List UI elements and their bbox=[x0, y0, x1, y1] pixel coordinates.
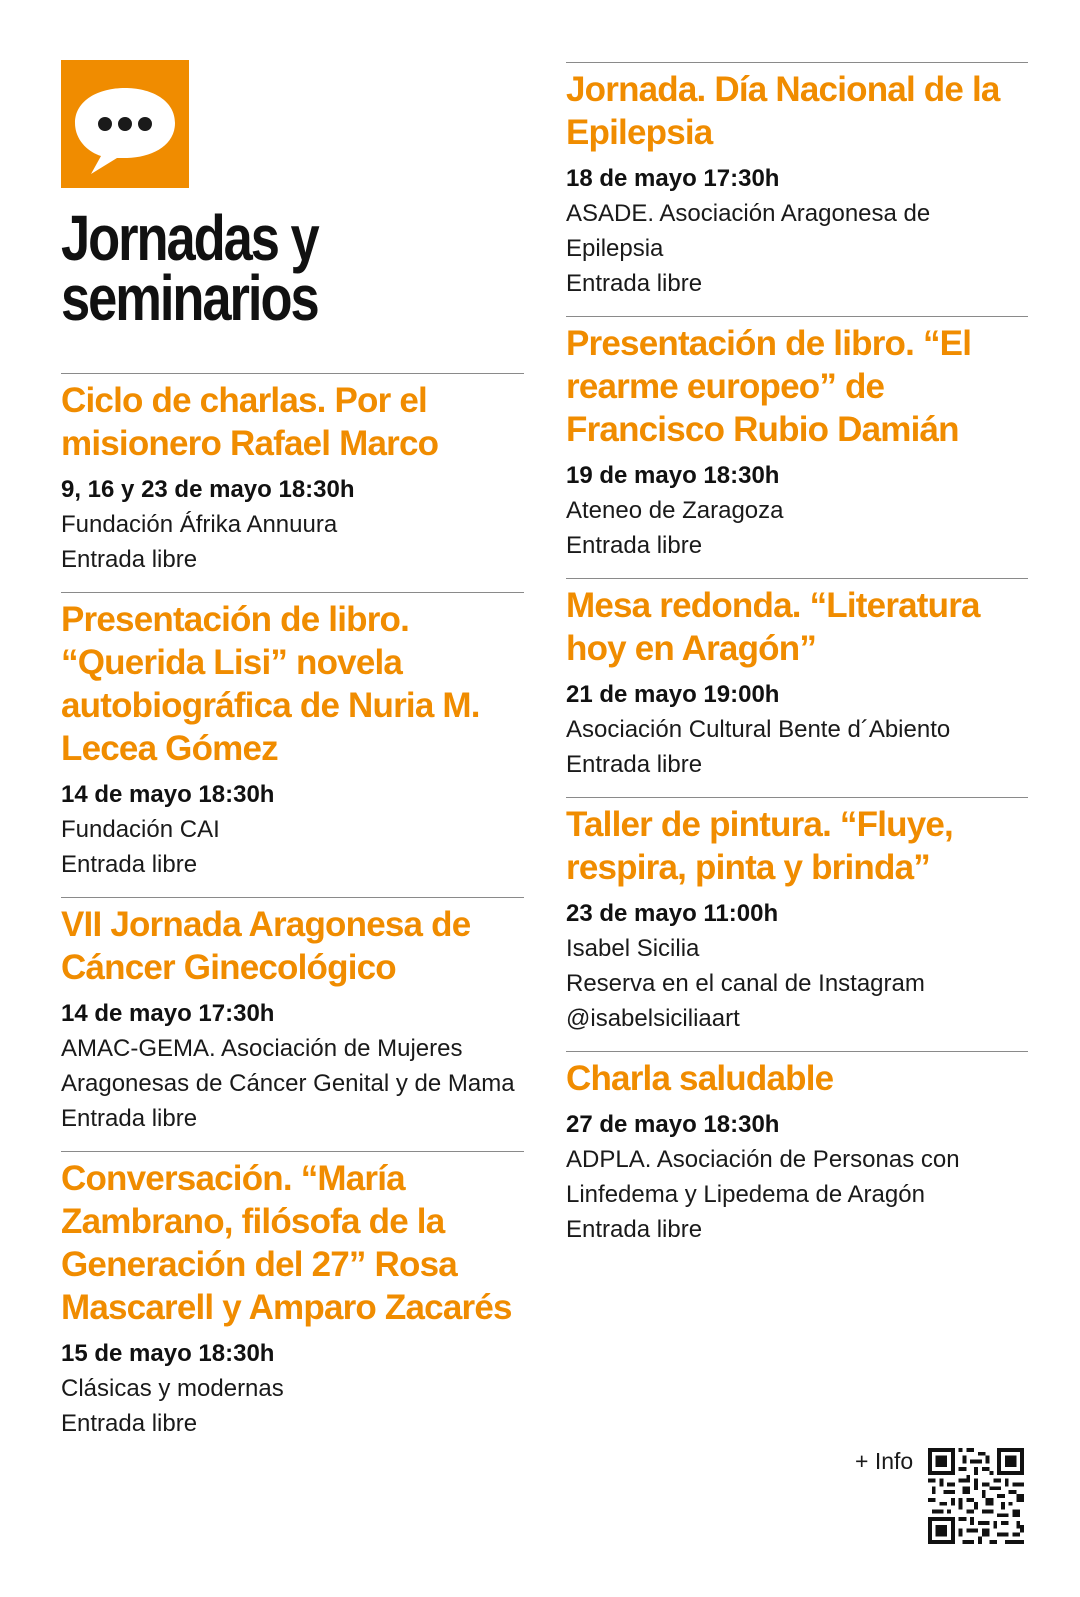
event-access: Reserva en el canal de Instagram @isabelsiciliaart bbox=[566, 970, 925, 1032]
event-date: 18 de mayo 17:30h bbox=[566, 165, 780, 192]
event-title: Jornada. Día Nacional de la Epilepsia bbox=[566, 70, 1000, 152]
more-info-label: + Info bbox=[855, 1448, 914, 1474]
event-title: VII Jornada Aragonesa de Cáncer Ginecológico bbox=[61, 905, 471, 987]
event-venue: ASADE. Asociación Aragonesa de Epilepsia bbox=[566, 200, 931, 262]
event-access: Entrada libre bbox=[61, 1105, 198, 1132]
event-access: Entrada libre bbox=[566, 532, 703, 559]
page-title: Jornadas y seminarios bbox=[61, 202, 318, 334]
event-venue: Asociación Cultural Bente d´Abiento bbox=[566, 716, 951, 743]
event-date: 23 de mayo 11:00h bbox=[566, 900, 779, 927]
event-access: Entrada libre bbox=[61, 851, 198, 878]
event-access: Entrada libre bbox=[566, 270, 703, 297]
event-item bbox=[566, 797, 1028, 1036]
left-column bbox=[61, 373, 524, 1456]
event-venue: AMAC-GEMA. Asociación de Mujeres Aragonesas de Cáncer Genital y de Mama bbox=[61, 1035, 515, 1097]
event-access: Entrada libre bbox=[61, 1410, 198, 1437]
qr-code-icon[interactable] bbox=[928, 1448, 1024, 1544]
event-venue: Ateneo de Zaragoza bbox=[566, 497, 784, 524]
event-item bbox=[566, 1051, 1028, 1247]
event-item bbox=[61, 1151, 524, 1441]
event-item bbox=[566, 316, 1028, 563]
event-access: Entrada libre bbox=[61, 546, 198, 573]
event-date: 9, 16 y 23 de mayo 18:30h bbox=[61, 476, 355, 503]
event-date: 14 de mayo 17:30h bbox=[61, 1000, 275, 1027]
event-item bbox=[566, 62, 1028, 301]
right-column bbox=[566, 62, 1028, 1262]
event-item bbox=[61, 373, 524, 577]
event-item bbox=[566, 578, 1028, 782]
speech-bubble-icon-box bbox=[61, 60, 189, 188]
event-item bbox=[61, 897, 524, 1136]
event-item bbox=[61, 592, 524, 882]
event-date: 27 de mayo 18:30h bbox=[566, 1111, 780, 1138]
event-venue: ADPLA. Asociación de Personas con Linfedema y Lipedema de Aragón bbox=[566, 1146, 960, 1208]
event-date: 14 de mayo 18:30h bbox=[61, 781, 275, 808]
event-title: Charla saludable bbox=[566, 1059, 834, 1098]
event-title: Mesa redonda. “Literatura hoy en Aragón” bbox=[566, 586, 980, 668]
event-date: 21 de mayo 19:00h bbox=[566, 681, 780, 708]
event-date: 15 de mayo 18:30h bbox=[61, 1340, 275, 1367]
event-title: Ciclo de charlas. Por el misionero Rafael Marco bbox=[61, 381, 439, 463]
event-title: Conversación. “María Zambrano, filósofa de la Generación del 27” Rosa Mascarell y Amparo Zacarés bbox=[61, 1159, 512, 1327]
event-venue: Clásicas y modernas bbox=[61, 1375, 284, 1402]
event-venue: Fundación Áfrika Annuura bbox=[61, 511, 338, 538]
event-title: Presentación de libro. “Querida Lisi” novela autobiográfica de Nuria M. Lecea Gómez bbox=[61, 600, 480, 768]
event-title: Taller de pintura. “Fluye, respira, pinta y brinda” bbox=[566, 805, 953, 887]
event-date: 19 de mayo 18:30h bbox=[566, 462, 780, 489]
event-access: Entrada libre bbox=[566, 751, 703, 778]
event-title: Presentación de libro. “El rearme europeo” de Francisco Rubio Damián bbox=[566, 324, 972, 449]
event-access: Entrada libre bbox=[566, 1216, 703, 1243]
speech-bubble-ellipsis-icon bbox=[61, 60, 189, 188]
event-venue: Fundación CAI bbox=[61, 816, 220, 843]
event-venue: Isabel Sicilia bbox=[566, 935, 700, 962]
